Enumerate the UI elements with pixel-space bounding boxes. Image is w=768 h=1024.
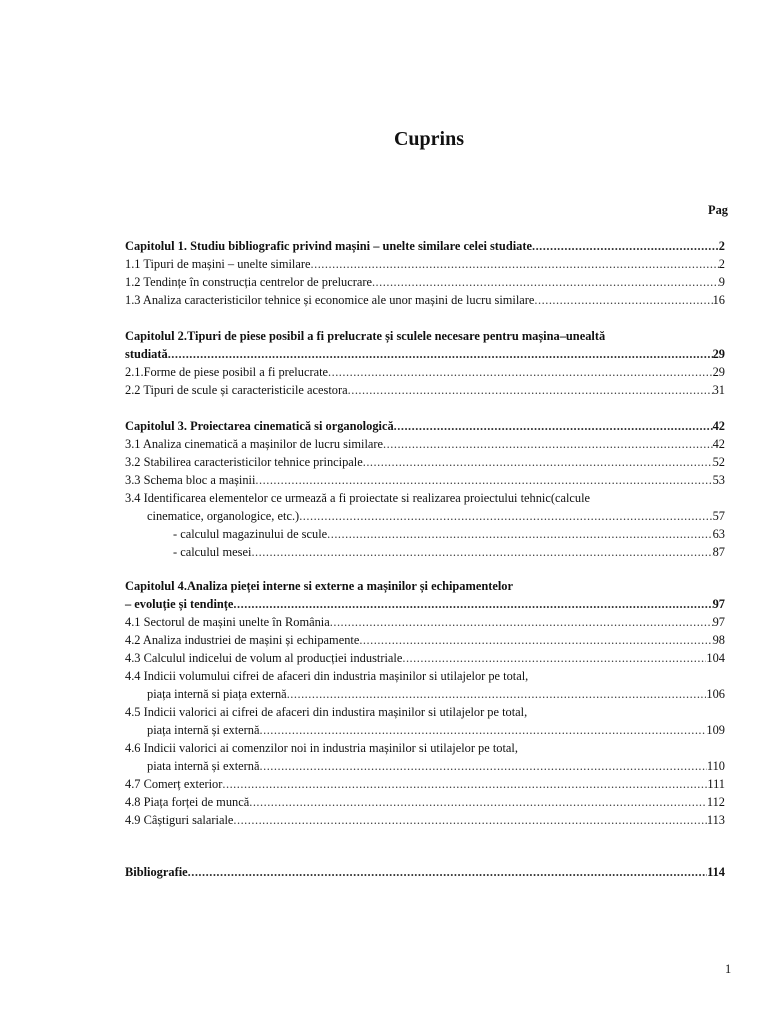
- toc-entry-1-3[interactable]: 1.3 Analiza caracteristicilor tehnice și economice ale unor mașini de lucru similare ..... 16: [125, 291, 725, 309]
- toc-entry-3-4-line2[interactable]: cinematice, organologice, etc.) ..... 57: [147, 507, 725, 525]
- toc-entry-4-3[interactable]: 4.3 Calculul indicelui de volum al producției industriale ..... 104: [125, 649, 725, 667]
- chapter-2-heading-line2[interactable]: studiată ..... 29: [125, 345, 725, 363]
- toc-entry-3-4-sub-masa[interactable]: - calculul mesei ..... 87: [173, 543, 725, 561]
- page-number: 1: [725, 962, 732, 976]
- toc-entry-2-2[interactable]: 2.2 Tipuri de scule și caracteristicile acestora ..... 31: [125, 381, 725, 399]
- toc-entry-4-4-line2[interactable]: piața internă si piața externă ..... 106: [147, 685, 725, 703]
- toc-entry-4-5-line2[interactable]: piața internă și externă ..... 109: [147, 721, 725, 739]
- toc-entry-3-3[interactable]: 3.3 Schema bloc a mașinii ..... 53: [125, 471, 725, 489]
- toc-entry-4-6-line1[interactable]: 4.6 Indicii valorici ai comenzilor noi in industria mașinilor si utilajelor pe total,: [125, 741, 518, 755]
- toc-entry-4-2[interactable]: 4.2 Analiza industriei de mașini și echipamente ..... 98: [125, 631, 725, 649]
- chapter-4-heading-line1[interactable]: Capitolul 4.Analiza pieței interne si externe a mașinilor și echipamentelor: [125, 579, 513, 593]
- toc-entry-3-1[interactable]: 3.1 Analiza cinematică a mașinilor de lucru similare ..... 42: [125, 435, 725, 453]
- toc-entry-3-4-sub-magazin[interactable]: - calculul magazinului de scule ..... 63: [173, 525, 725, 543]
- toc-entry-4-9[interactable]: 4.9 Câștiguri salariale ..... 113: [125, 811, 725, 829]
- toc-entry-1-2[interactable]: 1.2 Tendințe în construcția centrelor de prelucrare ..... 9: [125, 273, 725, 291]
- toc-entry-3-2[interactable]: 3.2 Stabilirea caracteristicilor tehnice principale ..... 52: [125, 453, 725, 471]
- toc-entry-4-4-line1[interactable]: 4.4 Indicii volumului cifrei de afaceri din industria mașinilor si utilajelor pe total,: [125, 669, 529, 683]
- chapter-3-heading[interactable]: Capitolul 3. Proiectarea cinematică si organologică ..... 42: [125, 417, 725, 435]
- toc-entry-4-5-line1[interactable]: 4.5 Indicii valorici ai cifrei de afaceri din industira mașinilor si utilajelor pe total,: [125, 705, 528, 719]
- document-title: Cuprins: [393, 128, 465, 150]
- toc-entry-4-1[interactable]: 4.1 Sectorul de mașini unelte în România ..... 97: [125, 613, 725, 631]
- toc-entry-3-4-line1[interactable]: 3.4 Identificarea elementelor ce urmează a fi proiectate si realizarea proiectului tehnic(calcule: [125, 491, 591, 505]
- toc-entry-4-6-line2[interactable]: piata internă și externă ..... 110: [147, 757, 725, 775]
- toc-entry-1-1[interactable]: 1.1 Tipuri de mașini – unelte similare ..... 2: [125, 255, 725, 273]
- chapter-1-heading[interactable]: Capitolul 1. Studiu bibliografic privind mașini – unelte similare celei studiate ..... 2: [125, 237, 725, 255]
- toc-entry-2-1[interactable]: 2.1.Forme de piese posibil a fi prelucrate ..... 29: [125, 363, 725, 381]
- page-column-label: Pag: [708, 203, 728, 217]
- toc-entry-4-8[interactable]: 4.8 Piața forței de muncă ..... 112: [125, 793, 725, 811]
- chapter-2-heading-line1[interactable]: Capitolul 2.Tipuri de piese posibil a fi prelucrate și sculele necesare pentru mașina–unealtă: [125, 329, 606, 343]
- bibliography-entry[interactable]: Bibliografie ..... 114: [125, 863, 725, 881]
- toc-entry-4-7[interactable]: 4.7 Comerț exterior ..... 111: [125, 775, 725, 793]
- chapter-4-heading-line2[interactable]: – evoluție și tendințe ..... 97: [125, 595, 725, 613]
